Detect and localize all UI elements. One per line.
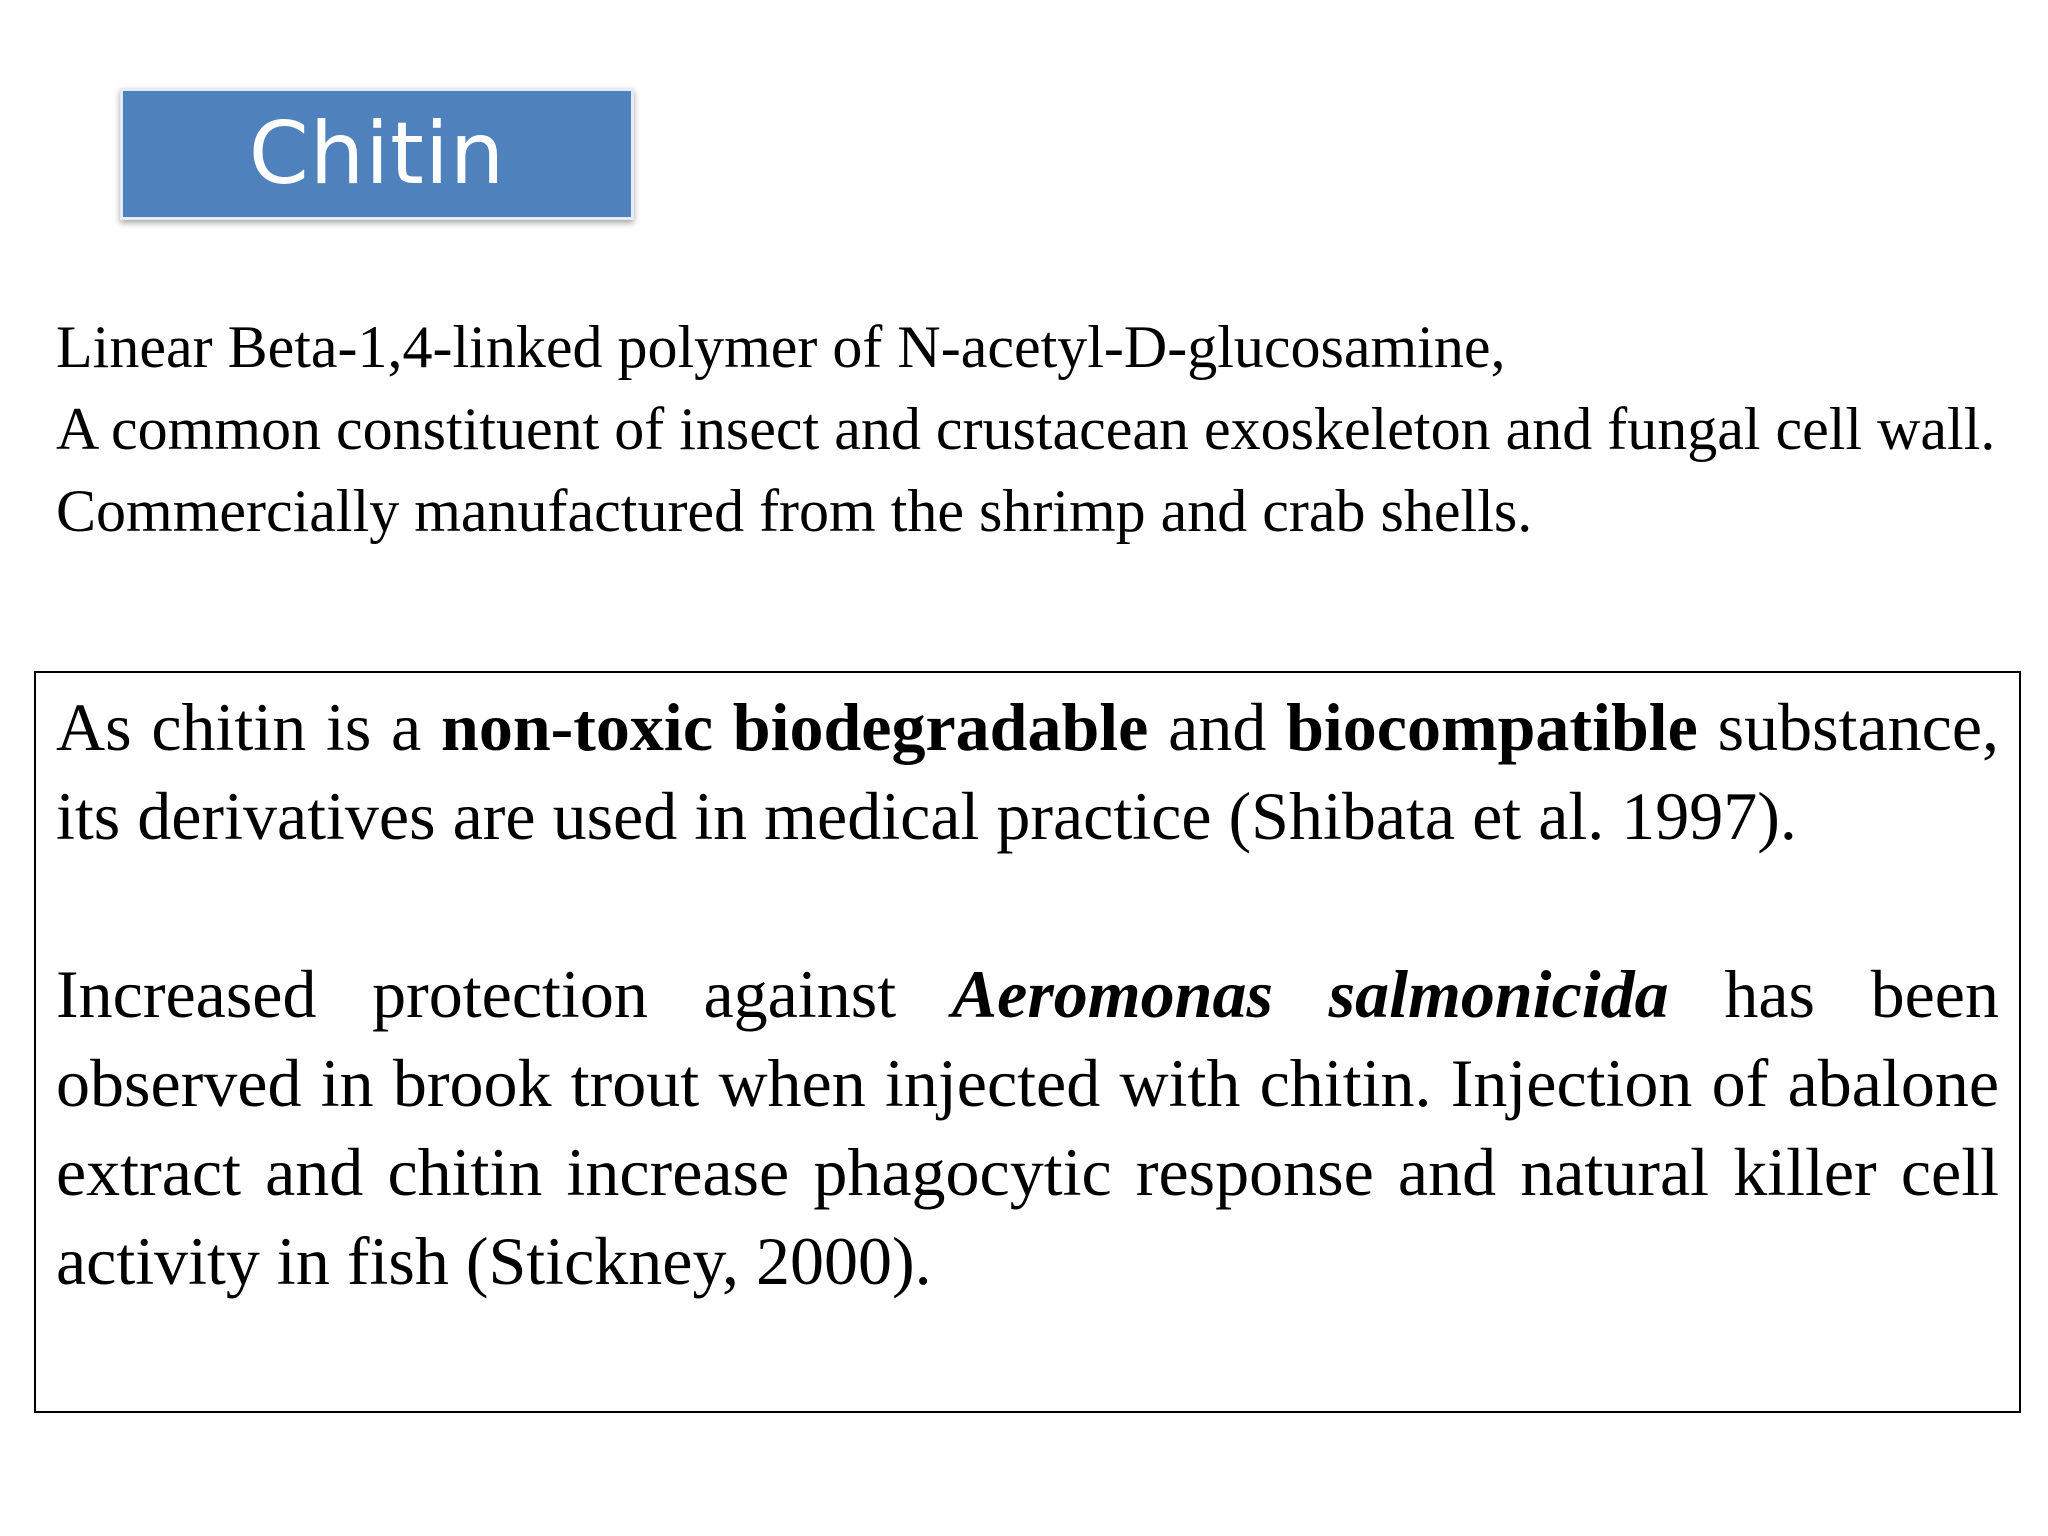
p1-post: substance, its derivatives are used in medical practice (Shibata et al. 1997).: [56, 689, 1999, 854]
intro-line-2: A common constituent of insect and crustacean exoskeleton and fungal cell wall.: [56, 396, 1996, 462]
p2-post: has been observed in brook trout when injected with chitin. Injection of abalone extract and chitin increase phagocytic response and natural killer cell activity in fish (Stickney, 2000).: [56, 956, 1999, 1299]
slide-title: Chitin: [248, 104, 506, 204]
p2-pre: Increased protection against: [56, 956, 952, 1032]
highlight-box: [34, 671, 2021, 1413]
p1-mid: and: [1148, 689, 1287, 765]
paragraph-medical-use: [56, 683, 1999, 861]
paragraph-gap: [56, 861, 1999, 950]
title-box: [120, 88, 634, 220]
p1-bold-biocompatible: biocompatible: [1286, 689, 1698, 765]
p1-pre: As chitin is a: [56, 689, 441, 765]
p2-species-name: Aeromonas salmonicida: [951, 956, 1669, 1032]
intro-line-3: Commercially manufactured from the shrimp and crab shells.: [56, 478, 1533, 544]
p1-bold-nontoxic: non-toxic biodegradable: [441, 689, 1149, 765]
intro-line-1: Linear Beta-1,4-linked polymer of N-acetyl-D-glucosamine,: [56, 314, 1506, 380]
highlight-box-content: [56, 683, 1999, 1306]
paragraph-protection: [56, 950, 1999, 1306]
intro-text: [56, 306, 2016, 552]
